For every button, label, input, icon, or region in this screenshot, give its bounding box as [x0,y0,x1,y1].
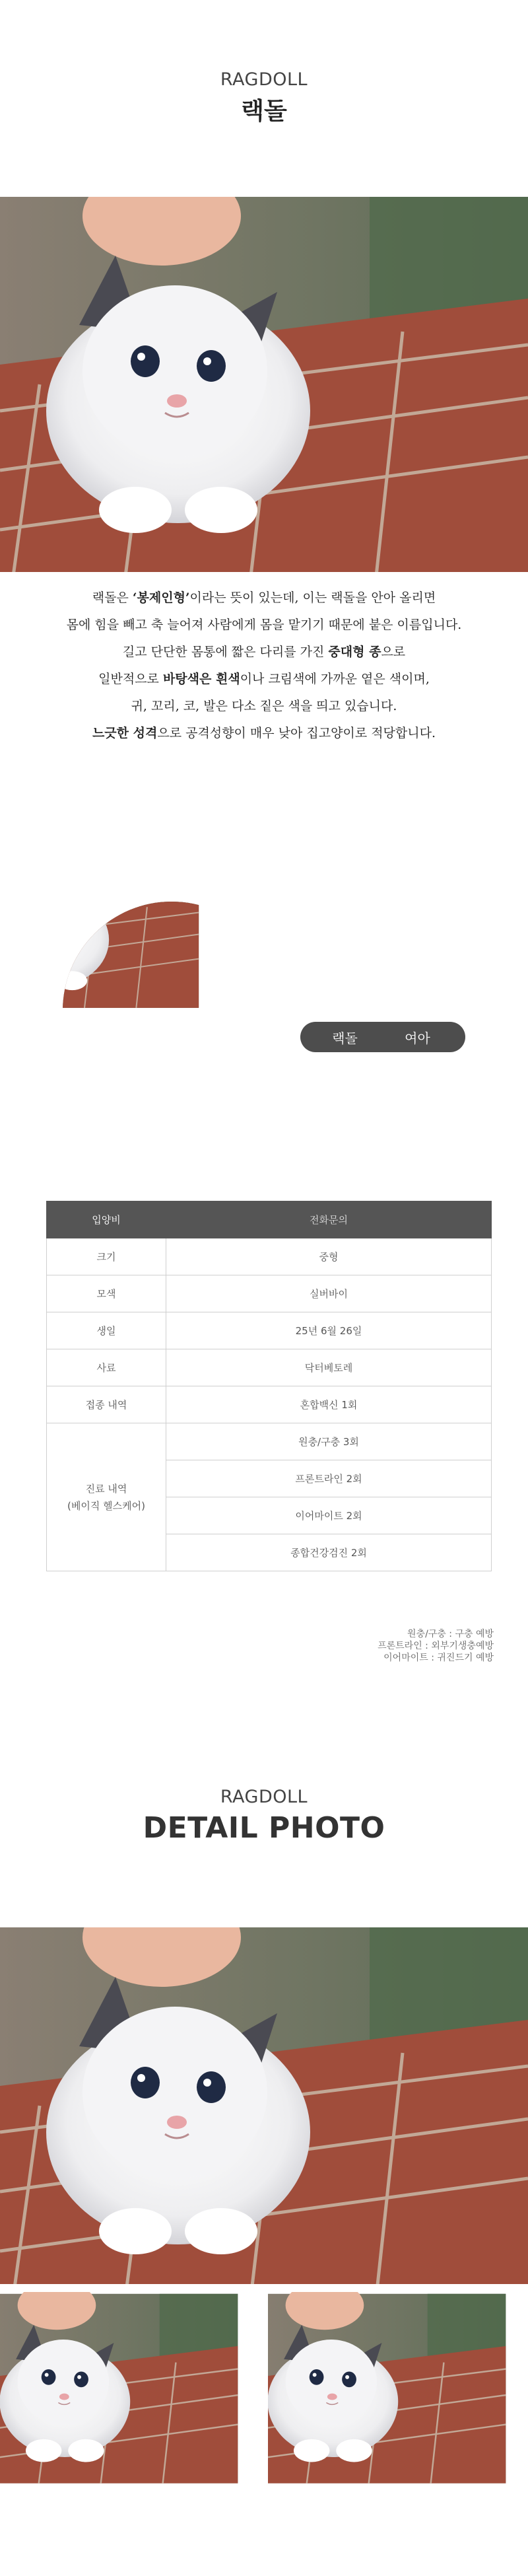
table-label: 사료 [47,1349,166,1386]
table-row [47,1349,492,1386]
breed-gender-pill [300,1022,465,1052]
description-text: 이라는 뜻이 있는데, 이는 랙돌을 안아 올리면 [189,590,436,605]
breed-korean-name: 랙돌 [241,98,287,125]
table-value: 종합건강검진 2회 [166,1534,492,1571]
hero-photo [0,197,528,572]
description-text: 귀, 꼬리, 코, 발은 다소 짙은 색을 띄고 있습니다. [131,699,397,713]
table-value: 혼합백신 1회 [166,1386,492,1423]
medical-label: 진료 내역 [85,1482,127,1495]
top-header [0,69,528,126]
detail-title: DETAIL PHOTO [143,1811,385,1845]
table-value: 닥터베토레 [166,1349,492,1386]
detail-photo-left [0,2292,260,2576]
description-text: 으로 공격성향이 매우 낮아 집고양이로 적당합니다. [157,726,436,740]
description-text: 으로 [381,645,406,659]
description-line [40,666,488,693]
info-table [46,1201,492,1571]
table-value: 25년 6월 26일 [166,1312,492,1349]
table-row [47,1201,492,1238]
table-label: 접종 내역 [47,1386,166,1423]
table-value: 이어마이트 2회 [166,1497,492,1534]
table-label: 입양비 [47,1201,166,1238]
table-value: 실버바이 [166,1275,492,1312]
detail-photo-main [0,1927,528,2284]
table-row [47,1423,492,1460]
table-label: 생일 [47,1312,166,1349]
table-value: 원충/구충 3회 [166,1423,492,1460]
table-row [47,1238,492,1275]
pill-breed: 랙돌 [332,1030,358,1046]
footnote: 이어마이트 : 귀진드기 예방 [383,1653,494,1663]
description-text: 몸에 힘을 빼고 축 늘어져 사람에게 몸을 맡기기 때문에 붙은 이름입니다. [66,618,462,632]
description-emphasis: ‘봉제인형’ [132,590,190,605]
description-text: 길고 단단한 몸통에 짧은 다리를 가진 [122,645,329,659]
description-line [40,585,488,612]
table-value: 중형 [166,1238,492,1275]
breed-description [40,585,488,747]
detail-header [0,1787,528,1845]
table-label: 크기 [47,1238,166,1275]
table-value: 전화문의 [166,1201,492,1238]
pill-gender: 여아 [405,1030,430,1046]
footnote: 원충/구충 : 구충 예방 [407,1629,494,1639]
medical-sublabel: (베이직 헬스케어) [67,1499,145,1512]
table-value: 프론트라인 2회 [166,1460,492,1497]
footnotes [378,1628,494,1664]
breed-english-name: RAGDOLL [220,69,308,90]
description-emphasis: 바탕색은 흰색 [162,672,240,686]
description-line [40,693,488,720]
description-emphasis: 중대형 종 [328,645,381,659]
description-line [40,720,488,747]
table-label: 모색 [47,1275,166,1312]
detail-english-name: RAGDOLL [220,1787,308,1807]
description-line [40,612,488,639]
table-row [47,1275,492,1312]
footnote: 프론트라인 : 외부기생충예방 [378,1641,494,1651]
description-text: 랙돌은 [92,590,133,605]
description-text: 이나 크림색에 가까운 옅은 색이며, [240,672,430,686]
table-row [47,1386,492,1423]
description-emphasis: 느긋한 성격 [92,726,158,740]
description-line [40,639,488,666]
table-row [47,1312,492,1349]
description-text: 일반적으로 [98,672,163,686]
medical-history-label [47,1423,166,1571]
profile-photo [63,902,280,1120]
detail-photo-right [268,2292,528,2576]
